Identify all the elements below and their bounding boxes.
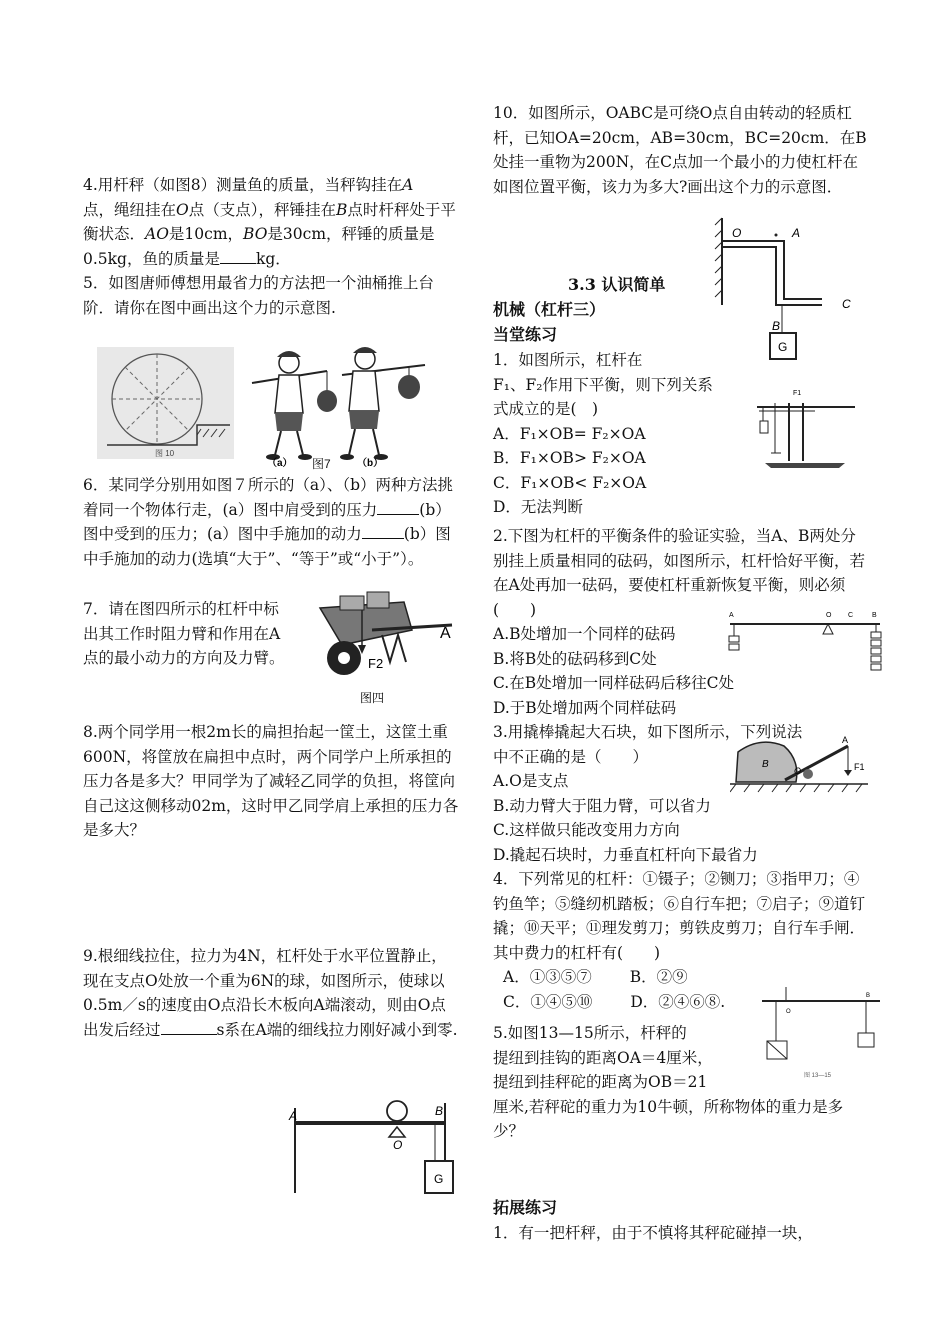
carrying-figure [247,343,437,468]
label-F1-p3: F1 [854,762,865,772]
fig10-caption: 图 10 [155,449,175,458]
question-8: 8.两个同学用一根2m长的扁担抬起一筐土，这筐土重600N，将筐放在扁担中点时，两个同学户上所承担的压力各是多大？甲同学为了减轻乙同学的负担，将筐向自己这这侧移动02m，这时甲乙同学肩上承担的压力各是多大？ [83,723,459,839]
section-title-b: 机械（杠杆三） [493,300,606,319]
crowbar-figure [730,732,870,794]
fig7-caption: 图7 [312,457,331,471]
ball-lever-figure [285,1093,460,1203]
label-A: A [792,226,801,240]
label-B-p3: B [762,759,769,770]
practice-1: 1．如图所示，杠杆在 F₁、F₂作用下平衡，则下列关系 式成立的是( ) A．F₁×OB= F₂×OA B．F₁×OB> F₂×OA C．F₁×OB< F₂×OA D．无法判断 [493,351,713,516]
label-A-p3: A [842,735,849,745]
fig4-caption: 图四 [360,691,385,705]
label-a: （a） [267,458,293,468]
label-B2: B [435,1104,444,1118]
practice-3: 3.用撬棒撬起大石块，如下图所示，下列说法 中不正确的是（ ） A.O是支点 B.动力臂大于阻力臂，可以省力 C.这样做只能改变用力方向 D.撬起石块时，力垂直杠杆向下最省力 [493,723,803,864]
question-4: 4.用杆秤（如图8）测量鱼的质量，当秤钩挂在A 点，绳纽挂在O点（支点），秤锤挂在B点时杆秤处于平衡状态．AO是10cm，BO是30cm，秤锤的质量是0.5kg，鱼的质量是 kg． [83,176,456,268]
wheelbarrow-figure [312,590,462,705]
label-C-p2: C [848,612,854,619]
label-A-p2: A [729,612,734,619]
label-O2: O [393,1138,403,1152]
person-a [252,351,337,468]
extension-heading: 拓展练习 [493,1198,558,1217]
label-O-p3: O [794,766,802,776]
practice-4: 4．下列常见的杠杆：①镊子；②铡刀；③指甲刀；④钓鱼竿；⑤缝纫机踏板；⑥自行车把；⑦启子；⑨道钉撬；⑩天平；⑪理发剪刀；剪铁皮剪刀；自行车手闸．其中费力的杠杆有( ) A．①③⑤⑦ B．②⑨ C．①④⑤⑩ D．②④⑥⑧. [493,870,866,1011]
left-column [83,173,460,320]
question-5: 5．如图唐师傅想用最省力的方法把一个油桶推上台阶．请你在图中画出这个力的示意图. [83,274,434,317]
oil-drum-figure [97,347,234,459]
weights-lever-figure [728,606,883,674]
question-9: 9.根细线拉住，拉力为4N，杠杆处于水平位置静止，现在支点O处放一个重为6N的球，如图所示，使球以0.5m／s的速度由O点沿长木板向A端滚动，则由O点出发后经过 s系在A端的细线拉力刚好减小到零. [83,947,458,1039]
person-b [340,347,425,468]
label-O-p5: O [786,1009,791,1015]
label-G-oabc: G [778,340,788,354]
label-b: （b） [357,458,384,468]
label-G: G [434,1172,444,1186]
section-title-a: 3.3 认识简单 [568,275,666,294]
label-O-p2: O [826,612,832,619]
oabc-lever-figure [712,213,867,363]
question-7: 7．请在图四所示的杠杆中标出其工作时阻力臂和作用在A点的最小动力的方向及力臂。 [83,600,285,667]
label-B: B [772,319,781,333]
practice-2: 2.下图为杠杆的平衡条件的验证实验，当A、B两处分别挂上质量相同的砝码，如图所示，杠杆恰好平衡，若在A处再加一砝码，要使杠杆重新恢复平衡，则必须( ) A.B处增加一个同样的砝码 B.将B处的砝码移到C处 C.在B处增加一同样砝码后移往C处 D.于B处增加两个同样砝码 [493,527,866,717]
label-B-p2: B [872,612,877,619]
question-10: 10．如图所示，OABC是可绕O点自由转动的轻质杠杆，已知OA=20cm，AB=30cm，BC=20cm．在B处挂一重物为200N，在C点加一个最小的力使杠杆在如图位置平衡，该力为多大?画出这个力的示意图． [493,104,867,196]
practice-heading: 当堂练习 [493,325,558,344]
label-A: A [440,625,451,642]
extension-1: 1．有一把杆秤，由于不慎将其秤砣碰掉一块， [493,1224,813,1242]
label-F1-p1: F1 [793,390,802,397]
practice-5: 5.如图13—15所示，杆秤的 提纽到挂钩的距离OA＝4厘米， 提纽到挂秤砣的距离为OB＝21 厘米,若秤砣的重力为10牛顿，所称物体的重力是多少？ [493,1024,844,1140]
stand-lever-figure [755,383,865,473]
label-F2: F2 [368,656,384,671]
label-B-p5: B [866,993,871,999]
fig1315-caption: 图 13—15 [804,1073,832,1079]
label-A2: A [289,1109,298,1123]
label-O: O [732,226,742,240]
question-6: 6．某同学分别用如图７所示的（a）、（b）两种方法挑着同一个物体行走，(a）图中肩受到的压力 (b）图中受到的压力；(a）图中手施加的动力 (b）图中手施加的动力(选填“大于”、“等于”或“小于”）。 [83,476,454,568]
label-C: C [842,297,851,311]
